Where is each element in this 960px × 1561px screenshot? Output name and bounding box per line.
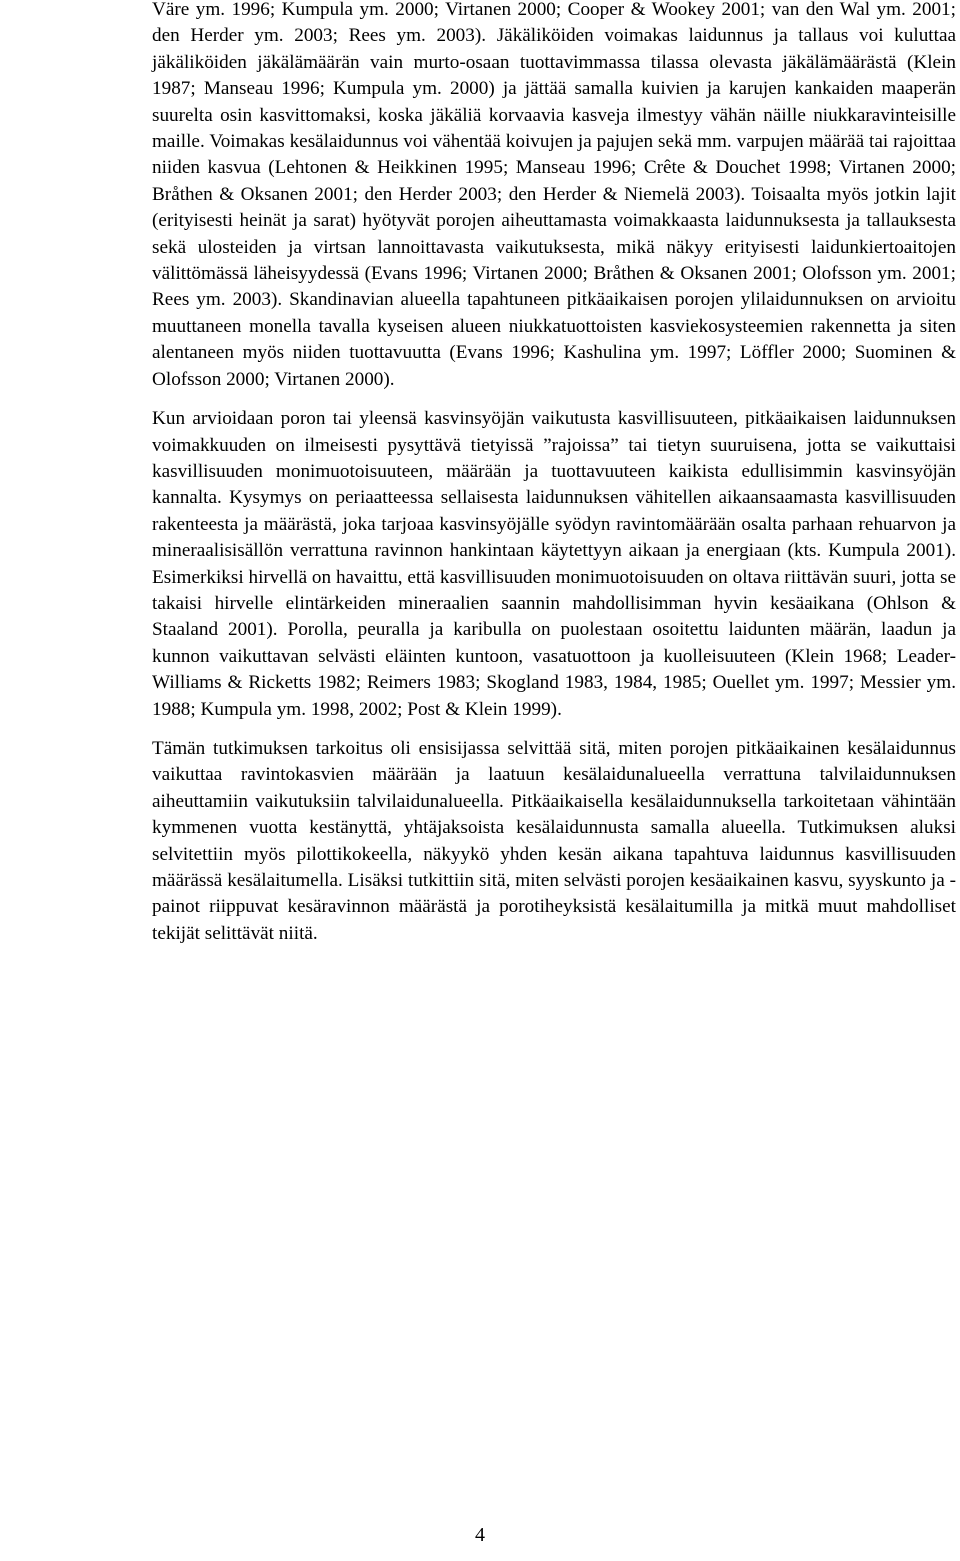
body-text: [152, 0, 956, 947]
paragraph-grazing-intensity: Kun arvioidaan poron tai yleensä kasvinsyöjän vaikutusta kasvillisuuteen, pitkäaikaisen laidunnuksen voimakkuuden on ilmeisesti pysyttävä tietyissä ”rajoissa” tai tietyn suuruisena, jotta se vaikuttaisi kasvillisuuden monimuotoisuuteen, määrään ja tuottavuuteen kaikista edullisimmin kasvinsyöjän kannalta. Kysymys on periaatteessa sellaisesta laidunnuksen vähitellen aikaansaamasta kasvillisuuden rakenteesta ja määrästä, joka tarjoaa kasvinsyöjälle syödyn ravintomäärään osalta parhaan rehuarvon ja mineraalisisällön verrattuna ravinnon hankintaan käytettyyn aikaan ja energiaan (kts. Kumpula 2001). Esimerkiksi hirvellä on havaittu, että kasvillisuuden monimuotoisuuden on oltava riittävän suuri, jotta se takaisi hirvelle elintärkeiden mineraalien saannin mahdollisimman hyvin kesäaikana (Ohlson & Staaland 2001). Porolla, peuralla ja karibulla on puolestaan osoitettu laidunten määrän, laadun ja kunnon vaikuttavan selvästi eläinten kuntoon, vasatuottoon ja kuolleisuuteen (Klein 1968; Leader-Williams & Ricketts 1982; Reimers 1983; Skogland 1983, 1984, 1985; Ouellet ym. 1997; Messier ym. 1988; Kumpula ym. 1998, 2002; Post & Klein 1999).: [152, 408, 956, 720]
page-number: 4: [475, 1524, 485, 1546]
paragraph-grazing-effects: Väre ym. 1996; Kumpula ym. 2000; Virtanen 2000; Cooper & Wookey 2001; van den Wal ym. 2001; den Herder ym. 2003; Rees ym. 2003). Jäkäliköiden voimakas laidunnus ja tallaus voi kuluttaa jäkäliköiden jäkälämäärän vain murto-osaan tuottavimmassa tilassa olevasta jäkälämäärästä (Klein 1987; Manseau 1996; Kumpula ym. 2000) ja jättää samalla kuivien ja karujen kankaiden maaperän suurelta osin kasvittomaksi, koska jäkäliä korvaavia kasveja ilmestyy vähän näille niukkaravinteisille maille. Voimakas kesälaidunnus voi vähentää koivujen ja pajujen sekä mm. varpujen määrää tai rajoittaa niiden kasvua (Lehtonen & Heikkinen 1995; Manseau 1996; Crête & Douchet 1998; Virtanen 2000; Bråthen & Oksanen 2001; den Herder 2003; den Herder & Niemelä 2003). Toisaalta myös jotkin lajit (erityisesti heinät ja sarat) hyötyvät porojen aiheuttamasta voimakkaasta laidunnuksesta ja tallauksesta sekä ulosteiden ja virtsan lannoittavasta vaikutuksesta, mikä näkyy erityisesti laidunkiertoaitojen välittömässä läheisyydessä (Evans 1996; Virtanen 2000; Bråthen & Oksanen 2001; Olofsson ym. 2001; Rees ym. 2003). Skandinavian alueella tapahtuneen pitkäaikaisen porojen ylilaidunnuksen on arvioitu muuttaneen monella tavalla kyseisen alueen niukkatuottoisten kasviekosysteemien rakennetta ja siten alentaneen myös niiden tuottavuutta (Evans 1996; Kashulina ym. 1997; Löffler 2000; Suominen & Olofsson 2000; Virtanen 2000).: [152, 0, 956, 390]
paragraph-study-aim: Tämän tutkimuksen tarkoitus oli ensisijassa selvittää sitä, miten porojen pitkäaikainen kesälaidunnus vaikuttaa ravintokasvien määrään ja laatuun kesälaidunalueella verrattuna talvilaidunnuksen aiheuttamiin vaikutuksiin talvilaidunalueella. Pitkäaikaisella kesälaidunnuksella tarkoitetaan vähintään kymmenen vuotta kestänyttä, yhtäjaksoista kesälaidunnusta samalla alueella. Tutkimuksen aluksi selvitettiin myös pilottikokeella, näkyykö yhden kesän aikana tapahtuva laidunnus kasvillisuuden määrässä kesälaitumella. Lisäksi tutkittiin sitä, miten selvästi porojen kesäaikainen kasvu, syyskunto ja -painot riippuvat kesäravinnon määrästä ja porotiheyksistä kesälaitumilla ja mitkä muut mahdolliset tekijät selittävät niitä.: [152, 737, 956, 944]
